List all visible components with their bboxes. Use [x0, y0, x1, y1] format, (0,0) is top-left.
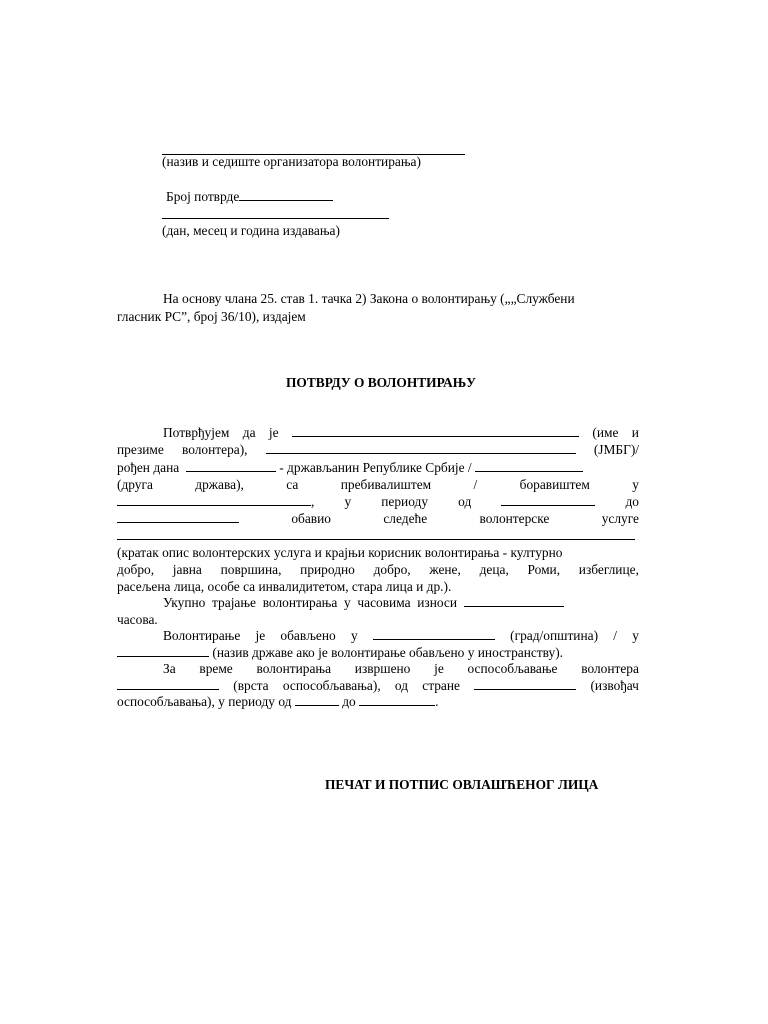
intro-line-1: На основу члана 25. став 1. тачка 2) Закона о волонтирању („„Службени	[163, 291, 575, 306]
country-field[interactable]	[117, 644, 209, 657]
jmbg-field[interactable]	[266, 441, 576, 454]
other-country-field[interactable]	[475, 459, 583, 472]
hours-field[interactable]	[464, 594, 564, 607]
document-title: ПОТВРДУ О ВОЛОНТИРАЊУ	[286, 375, 476, 390]
body-line-11: Укупно трајање волонтирања у часовима износи	[163, 594, 564, 612]
residence-field[interactable]	[117, 493, 311, 506]
body-line-17: оспособљавања), у периоду од до .	[117, 694, 439, 709]
training-to-field[interactable]	[359, 693, 435, 706]
body-line-3: рођен дана - држављанин Републике Србије /	[117, 459, 639, 477]
body-line-16: (врста оспособљавања), од стране (извођач	[117, 677, 639, 695]
organizer-caption: (назив и седиште организатора волонтирања)	[162, 154, 421, 169]
city-field[interactable]	[373, 627, 495, 640]
birth-date-field[interactable]	[186, 459, 276, 472]
name-field[interactable]	[292, 424, 579, 437]
body-line-1: Потврђујем да је (име и	[163, 425, 639, 440]
body-line-10: расељена лица, особе са инвалидитетом, стара лица и др.).	[117, 579, 452, 594]
body-line-5: , у периоду од до	[117, 493, 639, 511]
confirmation-number-field[interactable]	[239, 188, 333, 201]
trainer-field[interactable]	[474, 677, 576, 690]
body-line-8: (кратак опис волонтерских услуга и крајњи корисник волонтирања - културно	[117, 545, 563, 560]
signature-caption: ПЕЧАТ И ПОТПИС ОВЛАШЋЕНОГ ЛИЦА	[325, 777, 599, 792]
body-line-14: (назив државе ако је волонтирање обављено у иностранству).	[117, 644, 563, 662]
date-line[interactable]	[162, 218, 389, 219]
period-from-field[interactable]	[501, 493, 595, 506]
period-to-field[interactable]	[117, 510, 239, 523]
confirmation-number-label: Број потврде	[166, 188, 333, 206]
body-line-15: За време волонтирања извршено је оспособљавање волонтера	[163, 661, 639, 676]
body-line-4: (друга држава), са пребивалиштем / боравиштем у	[117, 477, 639, 492]
body-line-6: обавио следеће волонтерске услуге	[117, 510, 639, 528]
date-caption: (дан, месец и година издавања)	[162, 223, 340, 238]
body-line-13: Волонтирање је обављено у (град/општина) / у	[163, 628, 639, 643]
body-line-12: часова.	[117, 612, 158, 627]
training-type-field[interactable]	[117, 677, 219, 690]
body-line-2: презиме волонтера), (ЈМБГ)/	[117, 442, 639, 457]
training-from-field[interactable]	[295, 693, 339, 706]
services-field[interactable]	[117, 539, 635, 540]
body-line-9: добро, јавна површина, природно добро, жене, деца, Роми, избеглице,	[117, 562, 639, 577]
intro-line-2: гласник РС”, број 36/10), издајем	[117, 309, 306, 324]
